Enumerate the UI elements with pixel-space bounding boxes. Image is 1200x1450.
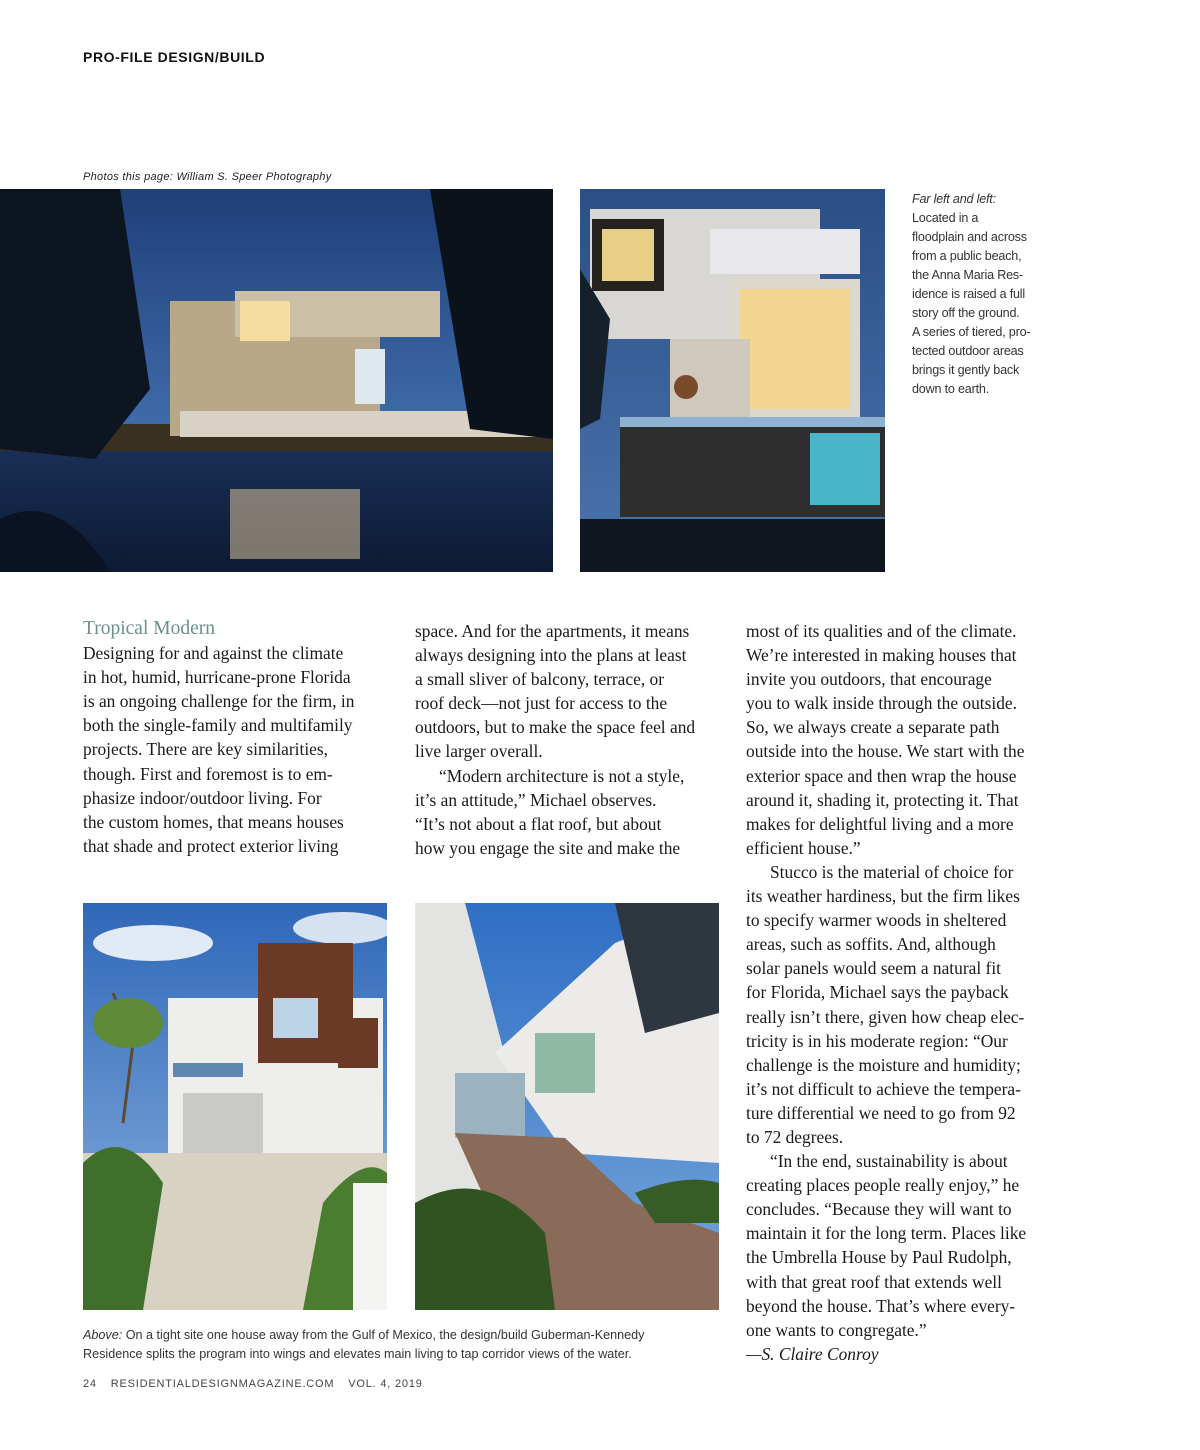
issue-label: VOL. 4, 2019 xyxy=(348,1378,423,1390)
body-line: it’s not difficult to achieve the tempera- xyxy=(746,1078,1021,1099)
body-line: in hot, humid, hurricane-prone Florida xyxy=(83,667,351,688)
bottom-caption xyxy=(83,1326,723,1364)
body-line: phasize indoor/outdoor living. For xyxy=(83,787,322,808)
body-line: to specify warmer woods in sheltered xyxy=(746,910,1007,931)
body-line: tricity is in his moderate region: “Our xyxy=(746,1030,1008,1051)
author-signature: —S. Claire Conroy xyxy=(746,1343,879,1364)
photo-anna-maria-pool xyxy=(580,189,885,572)
bottom-caption-text: On a tight site one house away from the Gulf of Mexico, the design/build Guberman-Kennedy xyxy=(122,1328,645,1342)
body-line: really isn’t there, given how cheap elec- xyxy=(746,1006,1025,1027)
article-column-3 xyxy=(746,619,1066,1366)
body-line: So, we always create a separate path xyxy=(746,717,1000,738)
body-line: makes for delightful living and a more xyxy=(746,813,1014,834)
photo-anna-maria-dusk xyxy=(0,189,553,572)
body-line: around it, shading it, protecting it. That xyxy=(746,789,1019,810)
body-line: the Umbrella House by Paul Rudolph, xyxy=(746,1247,1012,1268)
body-line: the custom homes, that means houses xyxy=(83,811,344,832)
body-line: efficient house.” xyxy=(746,837,861,858)
side-caption-line: down to earth. xyxy=(912,382,990,396)
bottom-caption-lead: Above: xyxy=(83,1328,123,1342)
section-label: PRO-FILE DESIGN/BUILD xyxy=(83,49,266,65)
body-line: a small sliver of balcony, terrace, or xyxy=(415,669,664,690)
body-line: live larger overall. xyxy=(415,741,543,762)
side-caption-line: from a public beach, xyxy=(912,249,1022,263)
body-line: projects. There are key similarities, xyxy=(83,739,328,760)
body-line: how you engage the site and make the xyxy=(415,837,681,858)
body-line: exterior space and then wrap the house xyxy=(746,765,1017,786)
body-line: always designing into the plans at least xyxy=(415,645,687,666)
body-line: “It’s not about a flat roof, but about xyxy=(415,813,662,834)
bottom-caption-text: Residence splits the program into wings and elevates main living to tap corridor views of the water. xyxy=(83,1347,632,1361)
body-line: invite you outdoors, that encourage xyxy=(746,669,992,690)
body-line: it’s an attitude,” Michael observes. xyxy=(415,789,657,810)
body-line: space. And for the apartments, it means xyxy=(415,621,690,641)
body-line: to 72 degrees. xyxy=(746,1126,844,1147)
body-line: areas, such as soffits. And, although xyxy=(746,934,996,955)
article-subhead: Tropical Modern xyxy=(83,618,215,639)
side-caption xyxy=(912,190,1062,399)
body-line: maintain it for the long term. Places like xyxy=(746,1223,1027,1244)
body-line: “Modern architecture is not a style, xyxy=(439,765,685,786)
body-line: though. First and foremost is to em- xyxy=(83,763,333,784)
photo-credit: Photos this page: William S. Speer Photography xyxy=(83,171,332,183)
photo-guberman-kennedy-courtyard xyxy=(415,903,719,1310)
page-footer xyxy=(83,1378,433,1390)
photo-guberman-kennedy-exterior xyxy=(83,903,387,1310)
magazine-site: RESIDENTIALDESIGNMAGAZINE.COM xyxy=(110,1378,335,1390)
body-line: is an ongoing challenge for the firm, in xyxy=(83,691,355,712)
body-line: Designing for and against the climate xyxy=(83,643,344,664)
side-caption-line: A series of tiered, pro- xyxy=(912,325,1031,339)
body-line: its weather hardiness, but the firm likes xyxy=(746,886,1020,907)
side-caption-lead: Far left and left: xyxy=(912,192,996,206)
body-line: that shade and protect exterior living xyxy=(83,835,339,856)
body-line: outdoors, but to make the space feel and xyxy=(415,717,696,738)
page-number: 24 xyxy=(83,1378,97,1390)
body-line: you to walk inside through the outside. xyxy=(746,693,1017,714)
body-line: challenge is the moisture and humidity; xyxy=(746,1054,1021,1075)
body-line: ture differential we need to go from 92 xyxy=(746,1102,1016,1123)
body-line: solar panels would seem a natural fit xyxy=(746,958,1001,979)
body-line: concludes. “Because they will want to xyxy=(746,1199,1012,1220)
side-caption-line: tected outdoor areas xyxy=(912,344,1024,358)
body-line: roof deck—not just for access to the xyxy=(415,693,668,714)
body-line: with that great roof that extends well xyxy=(746,1271,1002,1292)
article-column-2 xyxy=(415,619,725,860)
side-caption-line: brings it gently back xyxy=(912,363,1020,377)
body-line: one wants to congregate.” xyxy=(746,1319,927,1340)
side-caption-line: story off the ground. xyxy=(912,306,1020,320)
body-line: We’re interested in making houses that xyxy=(746,645,1017,666)
side-caption-line: the Anna Maria Res- xyxy=(912,268,1024,282)
article-column-1 xyxy=(83,617,393,858)
body-line: outside into the house. We start with the xyxy=(746,741,1025,762)
body-line: “In the end, sustainability is about xyxy=(770,1151,1008,1172)
body-line: both the single-family and multifamily xyxy=(83,715,353,736)
side-caption-line: Located in a xyxy=(912,211,979,225)
side-caption-line: floodplain and across xyxy=(912,230,1027,244)
body-line: most of its qualities and of the climate. xyxy=(746,621,1017,641)
body-line: beyond the house. That’s where every- xyxy=(746,1295,1016,1316)
body-line: for Florida, Michael says the payback xyxy=(746,982,1009,1003)
side-caption-line: idence is raised a full xyxy=(912,287,1026,301)
body-line: creating places people really enjoy,” he xyxy=(746,1175,1020,1196)
body-line: Stucco is the material of choice for xyxy=(770,861,1014,882)
